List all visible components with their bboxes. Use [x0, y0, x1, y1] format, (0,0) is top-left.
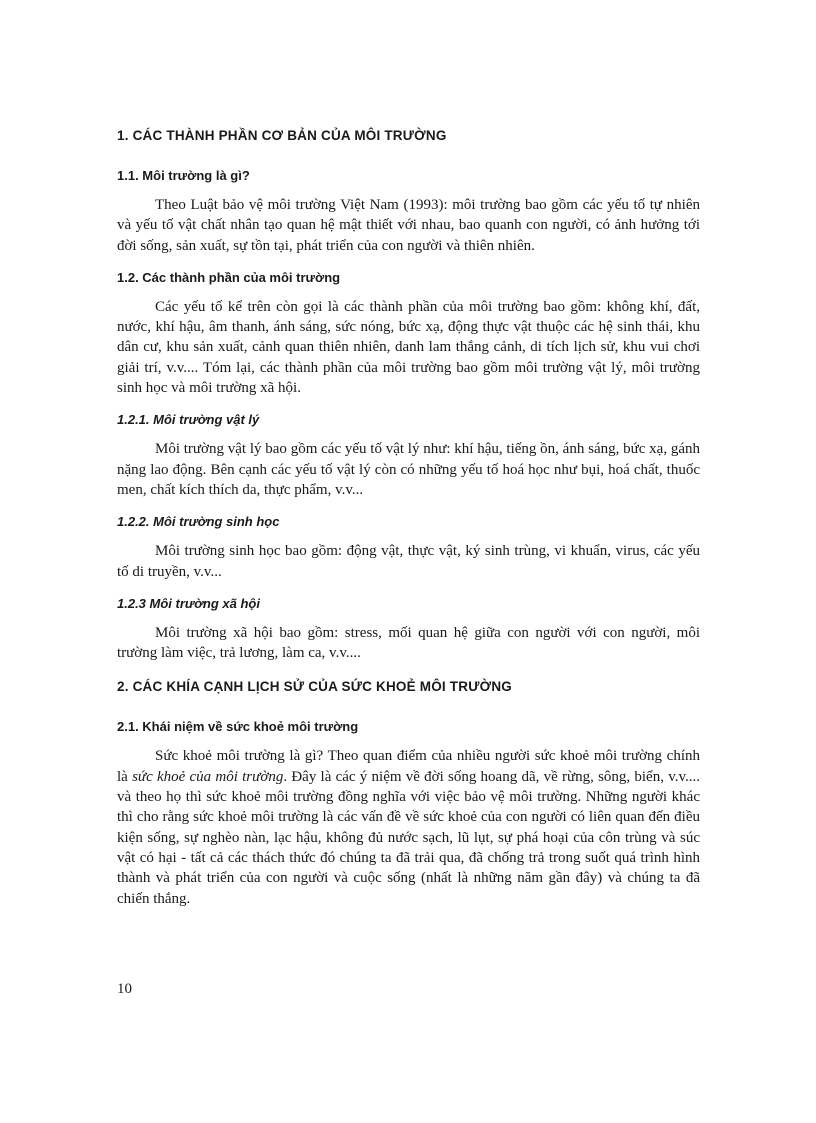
page-number: 10	[117, 981, 132, 997]
section-1-2-2-paragraph: Môi trường sinh học bao gồm: động vật, thực vật, ký sinh trùng, vi khuẩn, virus, các yếu tố di truyền, v.v...	[117, 543, 700, 580]
section-2-1-text-a: Sức khoẻ môi trường là gì? Theo quan điểm của nhiều người sức khoẻ môi trường chính là	[117, 748, 700, 785]
section-1-heading: 1. CÁC THÀNH PHẦN CƠ BẢN CỦA MÔI TRƯỜNG	[117, 128, 447, 143]
section-2-heading: 2. CÁC KHÍA CẠNH LỊCH SỬ CỦA SỨC KHOẺ MÔI TRƯỜNG	[117, 679, 512, 695]
section-1-1-heading: 1.1. Môi trường là gì?	[117, 168, 250, 183]
section-1-2-1-paragraph: Môi trường vật lý bao gồm các yếu tố vật lý như: khí hậu, tiếng ồn, ánh sáng, bức xạ, gánh nặng lao động. Bên cạnh các yếu tố vật lý còn có những yếu tố hoá học như bụi, hoá chất, thuốc men, chất kích thích da, thực phẩm, v.v...	[117, 441, 700, 498]
page-content	[117, 128, 700, 909]
section-1-2-1-heading: 1.2.1. Môi trường vật lý	[117, 412, 260, 428]
section-1-2-3-paragraph: Môi trường xã hội bao gồm: stress, mối quan hệ giữa con người với con người, môi trường làm việc, trả lương, làm ca, v.v....	[117, 624, 700, 662]
section-1-2-paragraph: Các yếu tố kể trên còn gọi là các thành phần của môi trường bao gồm: không khí, đất, nước, khí hậu, âm thanh, ánh sáng, sức nóng, bức xạ, động thực vật thuộc các hệ sinh thái, khu dân cư, khu sản xuất, cảnh quan thiên nhiên, danh lam thắng cảnh, di tích lịch sử, khu vui chơi giải trí, v.v.... Tóm lại, các thành phần của môi trường bao gồm môi trường vật lý, môi trường sinh học và môi trường xã hội.	[117, 298, 700, 397]
section-1-1-paragraph: Theo Luật bảo vệ môi trường Việt Nam (1993): môi trường bao gồm các yếu tố tự nhiên và yếu tố vật chất nhân tạo quan hệ mật thiết với nhau, bao quanh con người, có ảnh hưởng tới đời sống, sản xuất, sự tồn tại, phát triển của con người và thiên nhiên.	[117, 197, 700, 254]
section-1-2-2-heading: 1.2.2. Môi trường sinh học	[117, 514, 280, 530]
section-2-1-text-b: . Đây là các ý niệm về đời sống hoang dã, về rừng, sông, biển, v.v.... và theo họ thì sức khoẻ môi trường đồng nghĩa với việc bảo vệ môi trường. Những người khác thì cho rằng sức khoẻ môi trường là các vấn đề về sức khoẻ của con người có liên quan đến điều kiện sống, sự nghèo nàn, lạc hậu, không đủ nước sạch, lũ lụt, sự phá hoại của côn trùng và súc vật có hại - tất cả các thách thức đó chúng ta đã trải qua, đã chống trả trong suốt quá trình hình thành và phát triển của con người và cuộc sống (nhất là những năm gần đây) và chúng ta đã chiến thắng.	[117, 768, 701, 907]
section-1-2-heading: 1.2. Các thành phần của môi trường	[117, 269, 341, 285]
section-2-1-heading: 2.1. Khái niệm về sức khoẻ môi trường	[117, 719, 359, 735]
section-2-1-paragraph	[117, 746, 700, 908]
section-2-1-italic-phrase: sức khoẻ của môi trường	[132, 768, 284, 785]
section-1-2-3-heading: 1.2.3 Môi trường xã hội	[117, 595, 260, 611]
